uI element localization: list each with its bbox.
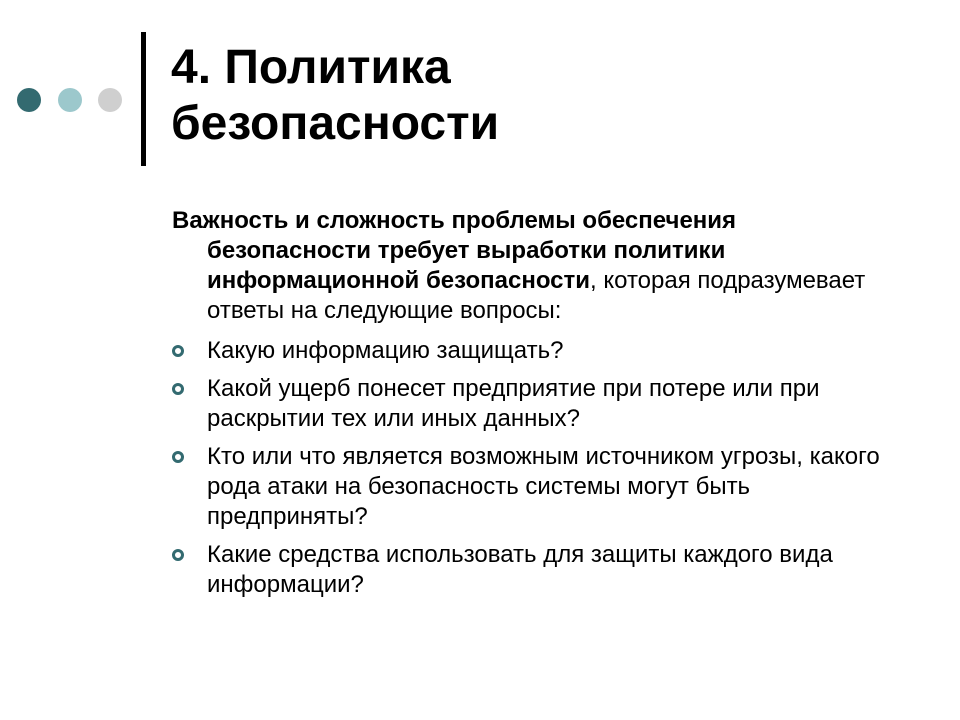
intro-paragraph: [172, 206, 902, 326]
list-item: [172, 336, 902, 366]
list-item: [172, 540, 902, 600]
slide-title-line1: 4. Политика: [171, 41, 451, 94]
ring-bullet-icon: [172, 383, 184, 395]
ring-bullet-icon: [172, 549, 184, 561]
list-item: [172, 374, 902, 434]
intro-bold-text: Важность и сложность проблемы обеспечения безопасности требует выработки политики информационной безопасности: [172, 207, 737, 294]
dot-light-icon: [58, 88, 82, 112]
intro-rest-text: , которая подразумевает ответы на следующие вопросы:: [207, 267, 866, 324]
list-item-text: Какую информацию защищать?: [207, 337, 564, 364]
list-item: [172, 442, 902, 532]
list-item-text: Кто или что является возможным источником угрозы, какого рода атаки на безопасность системы могут быть предприняты?: [207, 443, 880, 530]
dot-dark-icon: [17, 88, 41, 112]
question-list: [172, 336, 902, 600]
list-item-text: Какой ущерб понесет предприятие при потере или при раскрытии тех или иных данных?: [207, 375, 820, 432]
slide-title-line2: безопасности: [171, 97, 500, 150]
slide-title: [171, 40, 911, 152]
dot-gray-icon: [98, 88, 122, 112]
slide-body: [172, 206, 902, 608]
title-divider: [141, 32, 146, 166]
ring-bullet-icon: [172, 451, 184, 463]
ring-bullet-icon: [172, 345, 184, 357]
list-item-text: Какие средства использовать для защиты каждого вида информации?: [207, 541, 833, 598]
